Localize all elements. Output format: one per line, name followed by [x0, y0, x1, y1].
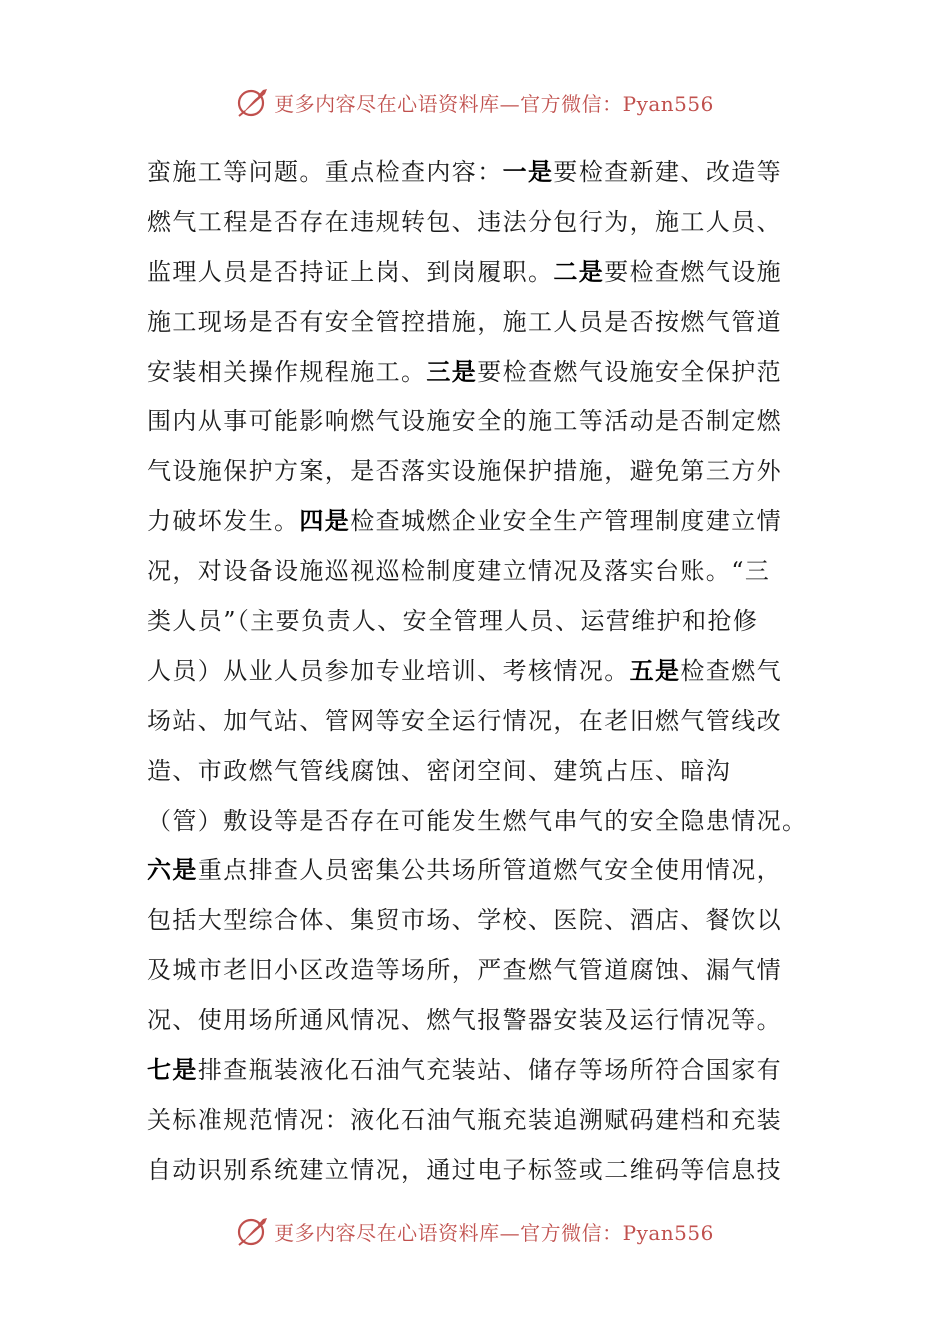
text-line [147, 1146, 797, 1196]
text-segment: 及城市老旧小区改造等场所，严查燃气管道腐蚀、漏气情 [147, 956, 782, 985]
text-segment: 重点排查人员密集公共场所管道燃气安全使用情况， [197, 856, 783, 885]
footer-banner-text: 更多内容尽在心语资料库—官方微信：Pyan556 [274, 1220, 714, 1245]
bold-marker: 五是 [629, 656, 681, 685]
text-line [147, 198, 797, 248]
text-segment: 施工现场是否有安全管控措施，施工人员是否按燃气管道 [147, 307, 782, 336]
footer-banner [0, 1211, 950, 1251]
text-segment: 燃气工程是否存在违规转包、违法分包行为，施工人员、 [147, 207, 782, 236]
text-line [147, 896, 797, 946]
text-segment: 检查燃气 [680, 656, 783, 685]
text-line [147, 497, 797, 547]
text-segment: 要检查燃气设施安全保护范 [477, 357, 783, 386]
text-line [147, 996, 797, 1046]
bold-marker: 四是 [299, 507, 351, 536]
text-line [147, 148, 797, 198]
text-line [147, 747, 797, 797]
text-line [147, 846, 797, 896]
text-segment: 类人员”（主要负责人、安全管理人员、运营维护和抢修 [147, 607, 759, 636]
text-segment: 力破坏发生。 [147, 507, 300, 536]
text-segment: 气设施保护方案，是否落实设施保护措施，避免第三方外 [147, 457, 782, 486]
text-segment: 围内从事可能影响燃气设施安全的施工等活动是否制定燃 [147, 407, 782, 436]
text-segment: 检查城燃企业安全生产管理制度建立情 [350, 507, 783, 536]
text-line [147, 1096, 797, 1146]
text-segment: 造、市政燃气管线腐蚀、密闭空间、建筑占压、暗沟 [147, 756, 732, 785]
text-segment: 场站、加气站、管网等安全运行情况，在老旧燃气管线改 [147, 706, 782, 735]
text-segment: 安装相关操作规程施工。 [147, 357, 427, 386]
bold-marker: 一是 [502, 158, 554, 186]
text-segment: 关标准规范情况：液化石油气瓶充装追溯赋码建档和充装 [147, 1105, 782, 1134]
header-banner [0, 82, 950, 122]
text-line [147, 547, 797, 597]
bold-marker: 三是 [426, 357, 478, 386]
text-line [147, 248, 797, 298]
text-segment: 况，对设备设施巡视巡检制度建立情况及落实台账。“三 [147, 557, 771, 586]
text-segment: 人员）从业人员参加专业培训、考核情况。 [147, 656, 630, 685]
text-segment: 要检查燃气设施 [604, 257, 783, 286]
header-banner-text: 更多内容尽在心语资料库—官方微信：Pyan556 [274, 91, 714, 116]
text-line [147, 348, 797, 398]
quill-pen-icon [236, 1214, 270, 1248]
document-body [147, 148, 808, 1196]
text-line [147, 946, 797, 996]
text-line [147, 647, 797, 697]
text-line [147, 1046, 797, 1096]
text-segment: 排查瓶装液化石油气充装站、储存等场所符合国家有 [197, 1056, 783, 1085]
bold-marker: 二是 [553, 257, 605, 286]
text-segment: 包括大型综合体、集贸市场、学校、医院、酒店、餐饮以 [147, 906, 782, 935]
text-segment: 自动识别系统建立情况，通过电子标签或二维码等信息技 [147, 1155, 782, 1184]
text-segment: 况、使用场所通风情况、燃气报警器安装及运行情况等。 [147, 1006, 782, 1035]
text-line [147, 597, 797, 647]
text-line [147, 397, 797, 447]
text-segment: （管）敷设等是否存在可能发生燃气串气的安全隐患情况。 [147, 806, 808, 835]
quill-pen-icon [236, 85, 270, 119]
text-line [147, 697, 797, 747]
text-segment: 监理人员是否持证上岗、到岗履职。 [147, 257, 554, 286]
bold-marker: 七是 [147, 1056, 198, 1085]
text-line [147, 298, 797, 348]
text-segment: 要检查新建、改造等 [553, 158, 783, 186]
bold-marker: 六是 [147, 856, 198, 885]
text-line [147, 797, 808, 847]
text-segment: 蛮施工等问题。重点检查内容： [147, 158, 503, 186]
text-line [147, 447, 797, 497]
